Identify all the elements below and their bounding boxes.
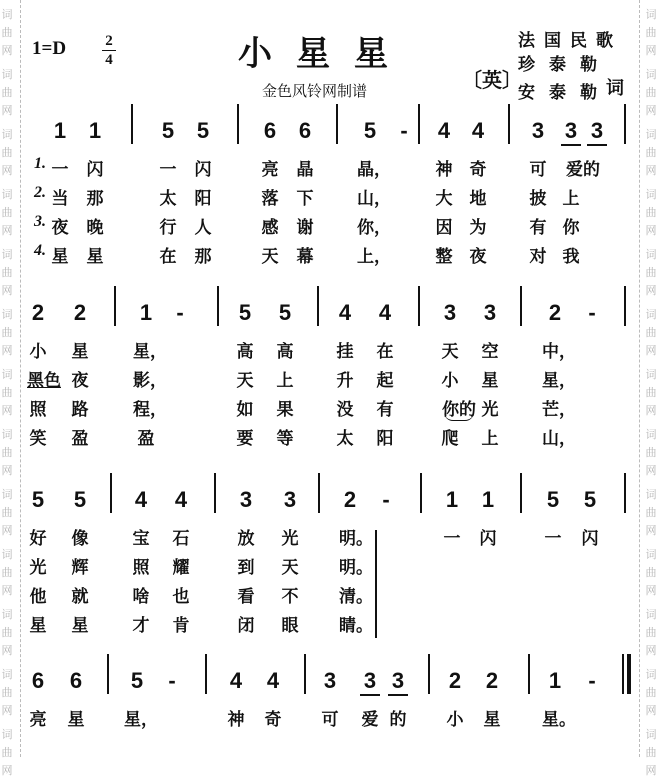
final-barline <box>622 654 624 694</box>
lyric: 晶 <box>296 160 314 180</box>
lyric: 那 <box>86 189 104 209</box>
lyric: 路 <box>71 400 89 420</box>
lyric: 睛。 <box>339 616 373 636</box>
lyric: 上 <box>276 371 294 391</box>
watermark-char: 曲 <box>645 746 657 759</box>
watermark-char: 词 <box>645 668 657 681</box>
note: 5 <box>583 487 597 512</box>
lyric: 夜 <box>71 371 89 391</box>
lyric: 星， <box>133 342 167 362</box>
watermark-char: 曲 <box>1 26 13 39</box>
barline <box>508 104 510 144</box>
lyric: 人 <box>194 218 212 238</box>
watermark-char: 词 <box>645 248 657 261</box>
watermark-char: 词 <box>1 368 13 381</box>
watermark-char: 词 <box>645 608 657 621</box>
lyric: 阳 <box>194 189 212 209</box>
lyric: 不 <box>281 587 299 607</box>
lyric: 晶， <box>357 160 391 180</box>
lyric: 闭 <box>237 616 255 636</box>
lyric: 星。 <box>542 710 576 730</box>
note: 5 <box>278 300 292 325</box>
key-signature: 1=D <box>32 38 67 59</box>
watermark-char: 词 <box>645 548 657 561</box>
watermark-char: 网 <box>645 404 657 417</box>
lyric: 行 <box>159 218 177 238</box>
watermark-char: 曲 <box>645 566 657 579</box>
lyric: 上， <box>357 247 391 267</box>
note: 4 <box>338 300 352 325</box>
lyric: 山， <box>357 189 391 209</box>
page-title: 小星星 <box>238 34 412 74</box>
watermark-char: 曲 <box>1 506 13 519</box>
lyric: 小 <box>446 710 464 730</box>
lyric: 闪 <box>479 529 497 549</box>
lyric: 天 <box>441 342 459 362</box>
note: - <box>176 300 184 325</box>
final-barline-thick <box>627 654 631 694</box>
lyric: 黑色 <box>27 371 61 391</box>
note: 3 <box>323 668 337 693</box>
lyric: 光 <box>281 529 299 549</box>
lyric: 神 <box>227 710 245 730</box>
watermark-char: 曲 <box>645 686 657 699</box>
lyric: 上 <box>562 189 580 209</box>
watermark-char: 网 <box>645 284 657 297</box>
lyric: 高 <box>276 342 294 362</box>
lyric: 奇 <box>264 710 282 730</box>
lyric: 升 <box>336 371 354 391</box>
watermark-char: 网 <box>645 524 657 537</box>
lyric: 在 <box>159 247 177 267</box>
watermark-char: 曲 <box>1 86 13 99</box>
watermark-char: 网 <box>1 704 13 717</box>
lyric: 照 <box>132 558 150 578</box>
lyric: 奇 <box>469 160 487 180</box>
lyric: 爱的 <box>566 160 600 180</box>
watermark-char: 网 <box>1 764 13 777</box>
note: - <box>168 668 176 693</box>
watermark-char: 词 <box>1 548 13 561</box>
lyric: 谢 <box>296 218 314 238</box>
lyric: 星 <box>51 247 69 267</box>
lyric: 天 <box>261 247 279 267</box>
lyric: 一 <box>51 160 69 180</box>
watermark-char: 词 <box>645 128 657 141</box>
note: 4 <box>266 668 280 693</box>
lyric: 我 <box>562 247 580 267</box>
note: 1 <box>445 487 459 512</box>
barline <box>205 654 207 694</box>
barline <box>304 654 306 694</box>
watermark-char: 曲 <box>1 326 13 339</box>
lyric: 辉 <box>71 558 89 578</box>
note: 5 <box>31 487 45 512</box>
lyric: 要 <box>236 429 254 449</box>
lyric: 有 <box>376 400 394 420</box>
watermark-char: 网 <box>645 104 657 117</box>
watermark-char: 网 <box>1 644 13 657</box>
watermark-char: 网 <box>645 584 657 597</box>
lyric: 在 <box>376 342 394 362</box>
watermark-char: 网 <box>1 344 13 357</box>
watermark-char: 网 <box>645 164 657 177</box>
watermark-char: 词 <box>1 428 13 441</box>
watermark-char: 词 <box>1 188 13 201</box>
watermark-char: 词 <box>645 188 657 201</box>
lyric: 果 <box>276 400 294 420</box>
lyric: 清。 <box>339 587 373 607</box>
watermark-char: 词 <box>1 728 13 741</box>
lyric: 明。 <box>339 558 373 578</box>
lyric: 明。 <box>339 529 373 549</box>
watermark-char: 词 <box>1 608 13 621</box>
note: 5 <box>363 118 377 143</box>
barline <box>418 286 420 326</box>
note: 2 <box>548 300 562 325</box>
watermark-char: 曲 <box>1 566 13 579</box>
note: 3 <box>283 487 297 512</box>
lyricist-name: 珍泰勒 <box>518 55 611 75</box>
watermark-char: 网 <box>1 404 13 417</box>
note: 1 <box>88 118 102 143</box>
note: 5 <box>546 487 560 512</box>
watermark-char: 网 <box>1 584 13 597</box>
lyric: 爬 <box>441 429 459 449</box>
watermark-char: 曲 <box>645 446 657 459</box>
lyric: 阳 <box>376 429 394 449</box>
note: 5 <box>161 118 175 143</box>
watermark-char: 词 <box>645 308 657 321</box>
lyric: 有 <box>529 218 547 238</box>
lyricist-name: 安泰勒 <box>518 83 611 103</box>
nationality-bracket: 〔英〕 <box>462 68 522 92</box>
note: 5 <box>73 487 87 512</box>
lyric: 当 <box>51 189 69 209</box>
note: 2 <box>343 487 357 512</box>
watermark-char: 词 <box>1 8 13 21</box>
lyric: 披 <box>529 189 547 209</box>
watermark-char: 词 <box>645 368 657 381</box>
barline <box>520 473 522 513</box>
lyric: 一 <box>443 529 461 549</box>
watermark-char: 曲 <box>645 146 657 159</box>
lyric: 照 <box>29 400 47 420</box>
watermark-char: 曲 <box>1 206 13 219</box>
watermark-char: 曲 <box>645 266 657 279</box>
time-signature: 2 4 <box>102 34 116 67</box>
verse-number: 3. <box>34 213 46 230</box>
lyric: 好 <box>29 529 47 549</box>
lyric: 太 <box>159 189 177 209</box>
lyricist-label: 词 <box>606 78 624 99</box>
lyric: 因 <box>435 218 453 238</box>
lyric: 一 <box>159 160 177 180</box>
watermark-char: 曲 <box>1 626 13 639</box>
note: 3 <box>239 487 253 512</box>
note: 2 <box>448 668 462 693</box>
note: - <box>588 300 596 325</box>
lyric: 到 <box>237 558 255 578</box>
lyric: 夜 <box>51 218 69 238</box>
lyric: 闪 <box>581 529 599 549</box>
watermark-char: 词 <box>645 68 657 81</box>
note: 3 <box>587 118 607 146</box>
watermark-char: 网 <box>645 44 657 57</box>
watermark-char: 网 <box>645 464 657 477</box>
lyric: 没 <box>336 400 354 420</box>
lyric-slur <box>444 412 474 421</box>
lyric: 你 <box>562 218 580 238</box>
lyric: 天 <box>236 371 254 391</box>
watermark-char: 曲 <box>1 746 13 759</box>
lyric: 可 <box>529 160 547 180</box>
note: 2 <box>73 300 87 325</box>
barline <box>318 473 320 513</box>
lyric: 也 <box>172 587 190 607</box>
lyric: 地 <box>469 189 487 209</box>
lyric: 挂 <box>336 342 354 362</box>
lyric: 宝 <box>132 529 150 549</box>
song-origin: 法国民歌 <box>518 31 622 51</box>
lyric: 一 <box>544 529 562 549</box>
lyric: 爱 <box>361 710 379 730</box>
watermark-char: 网 <box>645 344 657 357</box>
note: - <box>382 487 390 512</box>
watermark-char: 词 <box>645 488 657 501</box>
lyric: 星， <box>124 710 158 730</box>
watermark-char: 网 <box>1 164 13 177</box>
watermark-char: 网 <box>645 644 657 657</box>
watermark-char: 网 <box>1 524 13 537</box>
lyric: 上 <box>481 429 499 449</box>
lyric: 盈 <box>71 429 89 449</box>
note: 4 <box>471 118 485 143</box>
lyric: 星 <box>86 247 104 267</box>
lyric: 那 <box>194 247 212 267</box>
lyric: 感 <box>261 218 279 238</box>
lyric: 肯 <box>172 616 190 636</box>
barline <box>217 286 219 326</box>
watermark-char: 网 <box>1 464 13 477</box>
watermark-char: 词 <box>645 728 657 741</box>
watermark-char: 曲 <box>1 386 13 399</box>
lyric: 下 <box>296 189 314 209</box>
barline <box>624 104 626 144</box>
lyric: 可 <box>321 710 339 730</box>
lyric: 小 <box>29 342 47 362</box>
lyric: 夜 <box>469 247 487 267</box>
barline <box>107 654 109 694</box>
lyric: 如 <box>236 400 254 420</box>
lyric: 为 <box>469 218 487 238</box>
lyric: 大 <box>435 189 453 209</box>
lyric: 落 <box>261 189 279 209</box>
lyric: 等 <box>276 429 294 449</box>
lyric: 的 <box>389 710 407 730</box>
note: 5 <box>196 118 210 143</box>
watermark-char: 曲 <box>1 686 13 699</box>
lyric: 耀 <box>172 558 190 578</box>
lyric: 亮 <box>29 710 47 730</box>
note: 4 <box>229 668 243 693</box>
lyric: 程， <box>133 400 167 420</box>
watermark-char: 网 <box>1 104 13 117</box>
verse-bracket-line <box>375 530 377 638</box>
lyric: 起 <box>376 371 394 391</box>
lyric: 亮 <box>261 160 279 180</box>
note: 4 <box>437 118 451 143</box>
lyric: 就 <box>71 587 89 607</box>
watermark-char: 曲 <box>1 446 13 459</box>
note: 3 <box>360 668 380 696</box>
watermark-char: 词 <box>1 248 13 261</box>
note: 1 <box>481 487 495 512</box>
lyric: 你的 <box>442 400 476 420</box>
watermark-char: 曲 <box>645 626 657 639</box>
note: 6 <box>69 668 83 693</box>
barline <box>520 286 522 326</box>
lyric: 空 <box>481 342 499 362</box>
lyric: 幕 <box>296 247 314 267</box>
watermark-char: 曲 <box>1 146 13 159</box>
watermark-char: 曲 <box>645 386 657 399</box>
note: 3 <box>388 668 408 696</box>
lyric: 山， <box>542 429 576 449</box>
barline <box>214 473 216 513</box>
note: 2 <box>485 668 499 693</box>
lyric: 像 <box>71 529 89 549</box>
watermark-char: 曲 <box>645 206 657 219</box>
barline <box>317 286 319 326</box>
note: 2 <box>31 300 45 325</box>
note: 5 <box>238 300 252 325</box>
lyric: 星 <box>481 371 499 391</box>
lyric: 闪 <box>86 160 104 180</box>
lyric: 光 <box>29 558 47 578</box>
verse-number: 2. <box>34 184 46 201</box>
note: 6 <box>31 668 45 693</box>
watermark-char: 词 <box>645 428 657 441</box>
watermark-char: 词 <box>645 8 657 21</box>
watermark-char: 词 <box>1 128 13 141</box>
watermark-char: 网 <box>645 704 657 717</box>
watermark-char: 网 <box>1 284 13 297</box>
watermark-char: 网 <box>645 764 657 777</box>
note: 3 <box>531 118 545 143</box>
note: - <box>400 118 408 143</box>
lyric: 盈 <box>137 429 155 449</box>
lyric: 星， <box>542 371 576 391</box>
barline <box>418 104 420 144</box>
watermark-char: 曲 <box>645 506 657 519</box>
lyric: 看 <box>237 587 255 607</box>
watermark-char: 网 <box>1 224 13 237</box>
lyric: 眼 <box>281 616 299 636</box>
lyric: 天 <box>281 558 299 578</box>
note: 5 <box>130 668 144 693</box>
lyric: 星 <box>71 342 89 362</box>
note: 1 <box>139 300 153 325</box>
lyric: 星 <box>71 616 89 636</box>
note: 1 <box>548 668 562 693</box>
watermark-char: 词 <box>1 68 13 81</box>
note: 4 <box>134 487 148 512</box>
barline <box>428 654 430 694</box>
watermark-divider-right <box>639 0 640 757</box>
lyric: 才 <box>132 616 150 636</box>
note: 3 <box>443 300 457 325</box>
note: 1 <box>53 118 67 143</box>
watermark-divider-left <box>20 0 21 757</box>
lyric: 对 <box>529 247 547 267</box>
lyric: 晚 <box>86 218 104 238</box>
score-maker-credit: 金色风铃网制谱 <box>262 82 368 100</box>
lyric: 小 <box>441 371 459 391</box>
note: 6 <box>298 118 312 143</box>
watermark-char: 网 <box>645 224 657 237</box>
lyric: 太 <box>336 429 354 449</box>
watermark-char: 曲 <box>645 86 657 99</box>
note: 3 <box>483 300 497 325</box>
barline <box>110 473 112 513</box>
watermark-char: 词 <box>1 488 13 501</box>
barline <box>624 473 626 513</box>
lyric: 星 <box>483 710 501 730</box>
barline <box>528 654 530 694</box>
watermark-char: 网 <box>1 44 13 57</box>
barline <box>420 473 422 513</box>
lyric: 整 <box>435 247 453 267</box>
barline <box>624 286 626 326</box>
lyric: 神 <box>435 160 453 180</box>
lyric: 啥 <box>132 587 150 607</box>
watermark-char: 曲 <box>645 326 657 339</box>
lyric: 影， <box>133 371 167 391</box>
barline <box>237 104 239 144</box>
verse-number: 4. <box>34 242 46 259</box>
lyric: 笑 <box>29 429 47 449</box>
watermark-char: 曲 <box>1 266 13 279</box>
lyric: 芒， <box>542 400 576 420</box>
lyric: 星 <box>29 616 47 636</box>
watermark-char: 词 <box>1 668 13 681</box>
lyric: 他 <box>29 587 47 607</box>
lyric: 高 <box>236 342 254 362</box>
lyric: 星 <box>67 710 85 730</box>
note: - <box>588 668 596 693</box>
note: 4 <box>174 487 188 512</box>
barline <box>336 104 338 144</box>
verse-number: 1. <box>34 155 46 172</box>
lyric: 石 <box>172 529 190 549</box>
note: 3 <box>561 118 581 146</box>
lyric: 你， <box>357 218 391 238</box>
lyric: 放 <box>237 529 255 549</box>
barline <box>131 104 133 144</box>
note: 4 <box>378 300 392 325</box>
lyric: 闪 <box>194 160 212 180</box>
lyric: 中， <box>542 342 576 362</box>
watermark-char: 曲 <box>645 26 657 39</box>
note: 6 <box>263 118 277 143</box>
watermark-char: 词 <box>1 308 13 321</box>
barline <box>114 286 116 326</box>
lyric: 光 <box>481 400 499 420</box>
